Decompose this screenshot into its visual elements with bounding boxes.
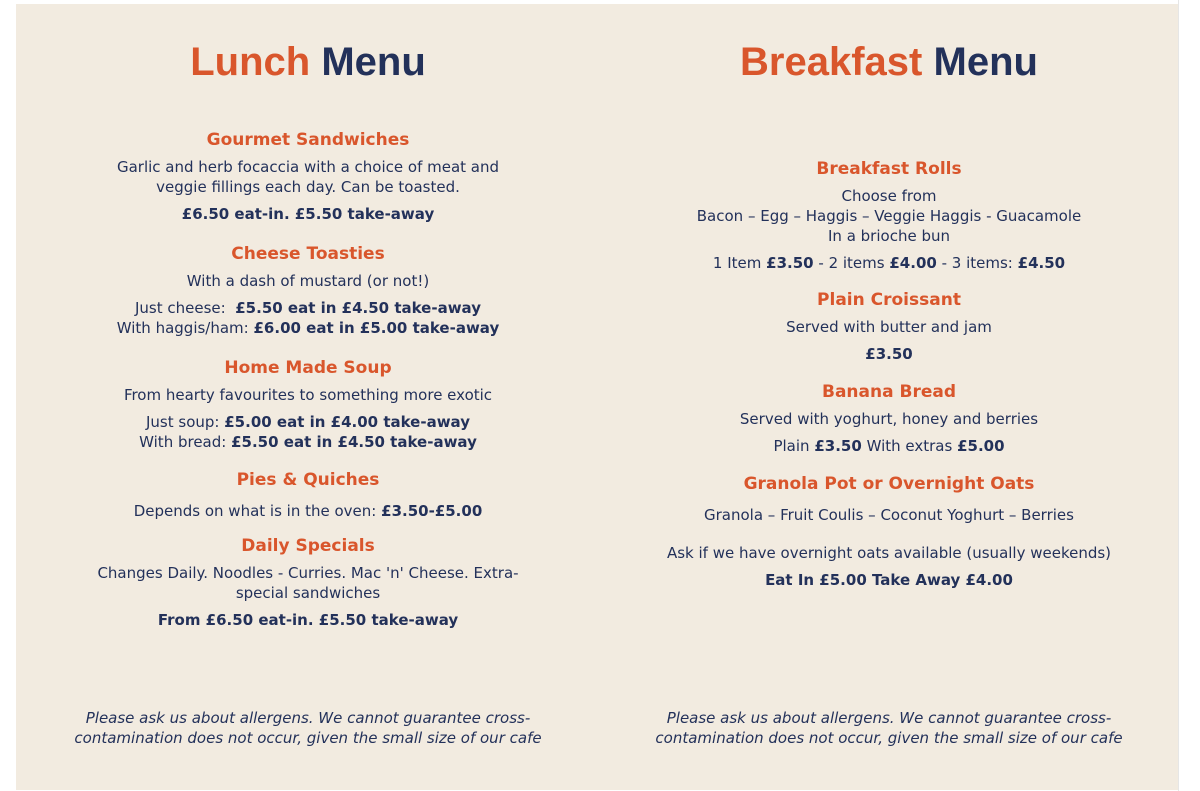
breakfast-rolls-description: Choose from Bacon – Egg – Haggis – Veggie Haggis - Guacamole In a brioche bun xyxy=(696,187,1082,245)
home-made-soup-price: Just soup: £5.00 eat in £4.00 take-away With bread: £5.50 eat in £4.50 take-away xyxy=(139,413,477,451)
lunch-menu-title: Lunch Menu xyxy=(190,40,426,84)
plain-croissant-description: Served with butter and jam xyxy=(786,318,992,336)
banana-bread-section xyxy=(600,381,1178,456)
cheese-toasties-heading: Cheese Toasties xyxy=(231,244,385,264)
cheese-toasties-price: Just cheese: £5.50 eat in £4.50 take-away With haggis/ham: £6.00 eat in £5.00 take-away xyxy=(116,299,500,337)
banana-bread-description: Served with yoghurt, honey and berries xyxy=(739,410,1039,428)
daily-specials-price: From £6.50 eat-in. £5.50 take-away xyxy=(157,611,459,629)
menu-sheet xyxy=(16,4,1178,790)
breakfast-rolls-heading: Breakfast Rolls xyxy=(816,159,962,179)
gourmet-sandwiches-section xyxy=(16,129,600,224)
banana-bread-price: Plain £3.50 With extras £5.00 xyxy=(773,437,1005,455)
pies-quiches-price: Depends on what is in the oven: £3.50-£5.00 xyxy=(133,502,483,520)
pies-quiches-heading: Pies & Quiches xyxy=(236,470,380,490)
gourmet-sandwiches-heading: Gourmet Sandwiches xyxy=(206,130,410,150)
breakfast-rolls-section xyxy=(600,158,1178,273)
banana-bread-heading: Banana Bread xyxy=(821,382,956,402)
breakfast-menu-title: Breakfast Menu xyxy=(740,40,1038,84)
plain-croissant-heading: Plain Croissant xyxy=(817,290,961,310)
home-made-soup-description: From hearty favourites to something more exotic xyxy=(123,386,493,404)
granola-oats-heading: Granola Pot or Overnight Oats xyxy=(743,474,1035,494)
breakfast-rolls-price: 1 Item £3.50 - 2 items £4.00 - 3 items: £4.50 xyxy=(712,254,1066,272)
cheese-toasties-section xyxy=(16,243,600,338)
gourmet-sandwiches-price: £6.50 eat-in. £5.50 take-away xyxy=(181,205,435,223)
plain-croissant-section xyxy=(600,289,1178,364)
overnight-oats-note: Ask if we have overnight oats available (usually weekends) xyxy=(666,544,1112,562)
granola-oats-price: Eat In £5.00 Take Away £4.00 xyxy=(765,571,1013,589)
plain-croissant-price: £3.50 xyxy=(865,345,913,363)
pies-quiches-section xyxy=(16,469,600,521)
daily-specials-heading: Daily Specials xyxy=(241,536,375,556)
breakfast-allergen-note: Please ask us about allergens. We cannot guarantee cross- contamination does not occur, given the small size of our cafe xyxy=(655,709,1123,747)
gourmet-sandwiches-description: Garlic and herb focaccia with a choice of meat and veggie fillings each day. Can be toasted. xyxy=(116,158,500,196)
daily-specials-description: Changes Daily. Noodles - Curries. Mac 'n' Cheese. Extra- special sandwiches xyxy=(97,564,519,602)
daily-specials-section xyxy=(16,535,600,630)
granola-oats-description: Granola – Fruit Coulis – Coconut Yoghurt – Berries xyxy=(704,506,1074,524)
home-made-soup-section xyxy=(16,357,600,452)
cheese-toasties-description: With a dash of mustard (or not!) xyxy=(186,272,430,290)
home-made-soup-heading: Home Made Soup xyxy=(224,358,392,378)
lunch-allergen-note: Please ask us about allergens. We cannot guarantee cross- contamination does not occur, given the small size of our cafe xyxy=(74,709,542,747)
page-edge-strip xyxy=(1178,0,1200,791)
granola-oats-section xyxy=(600,473,1178,590)
